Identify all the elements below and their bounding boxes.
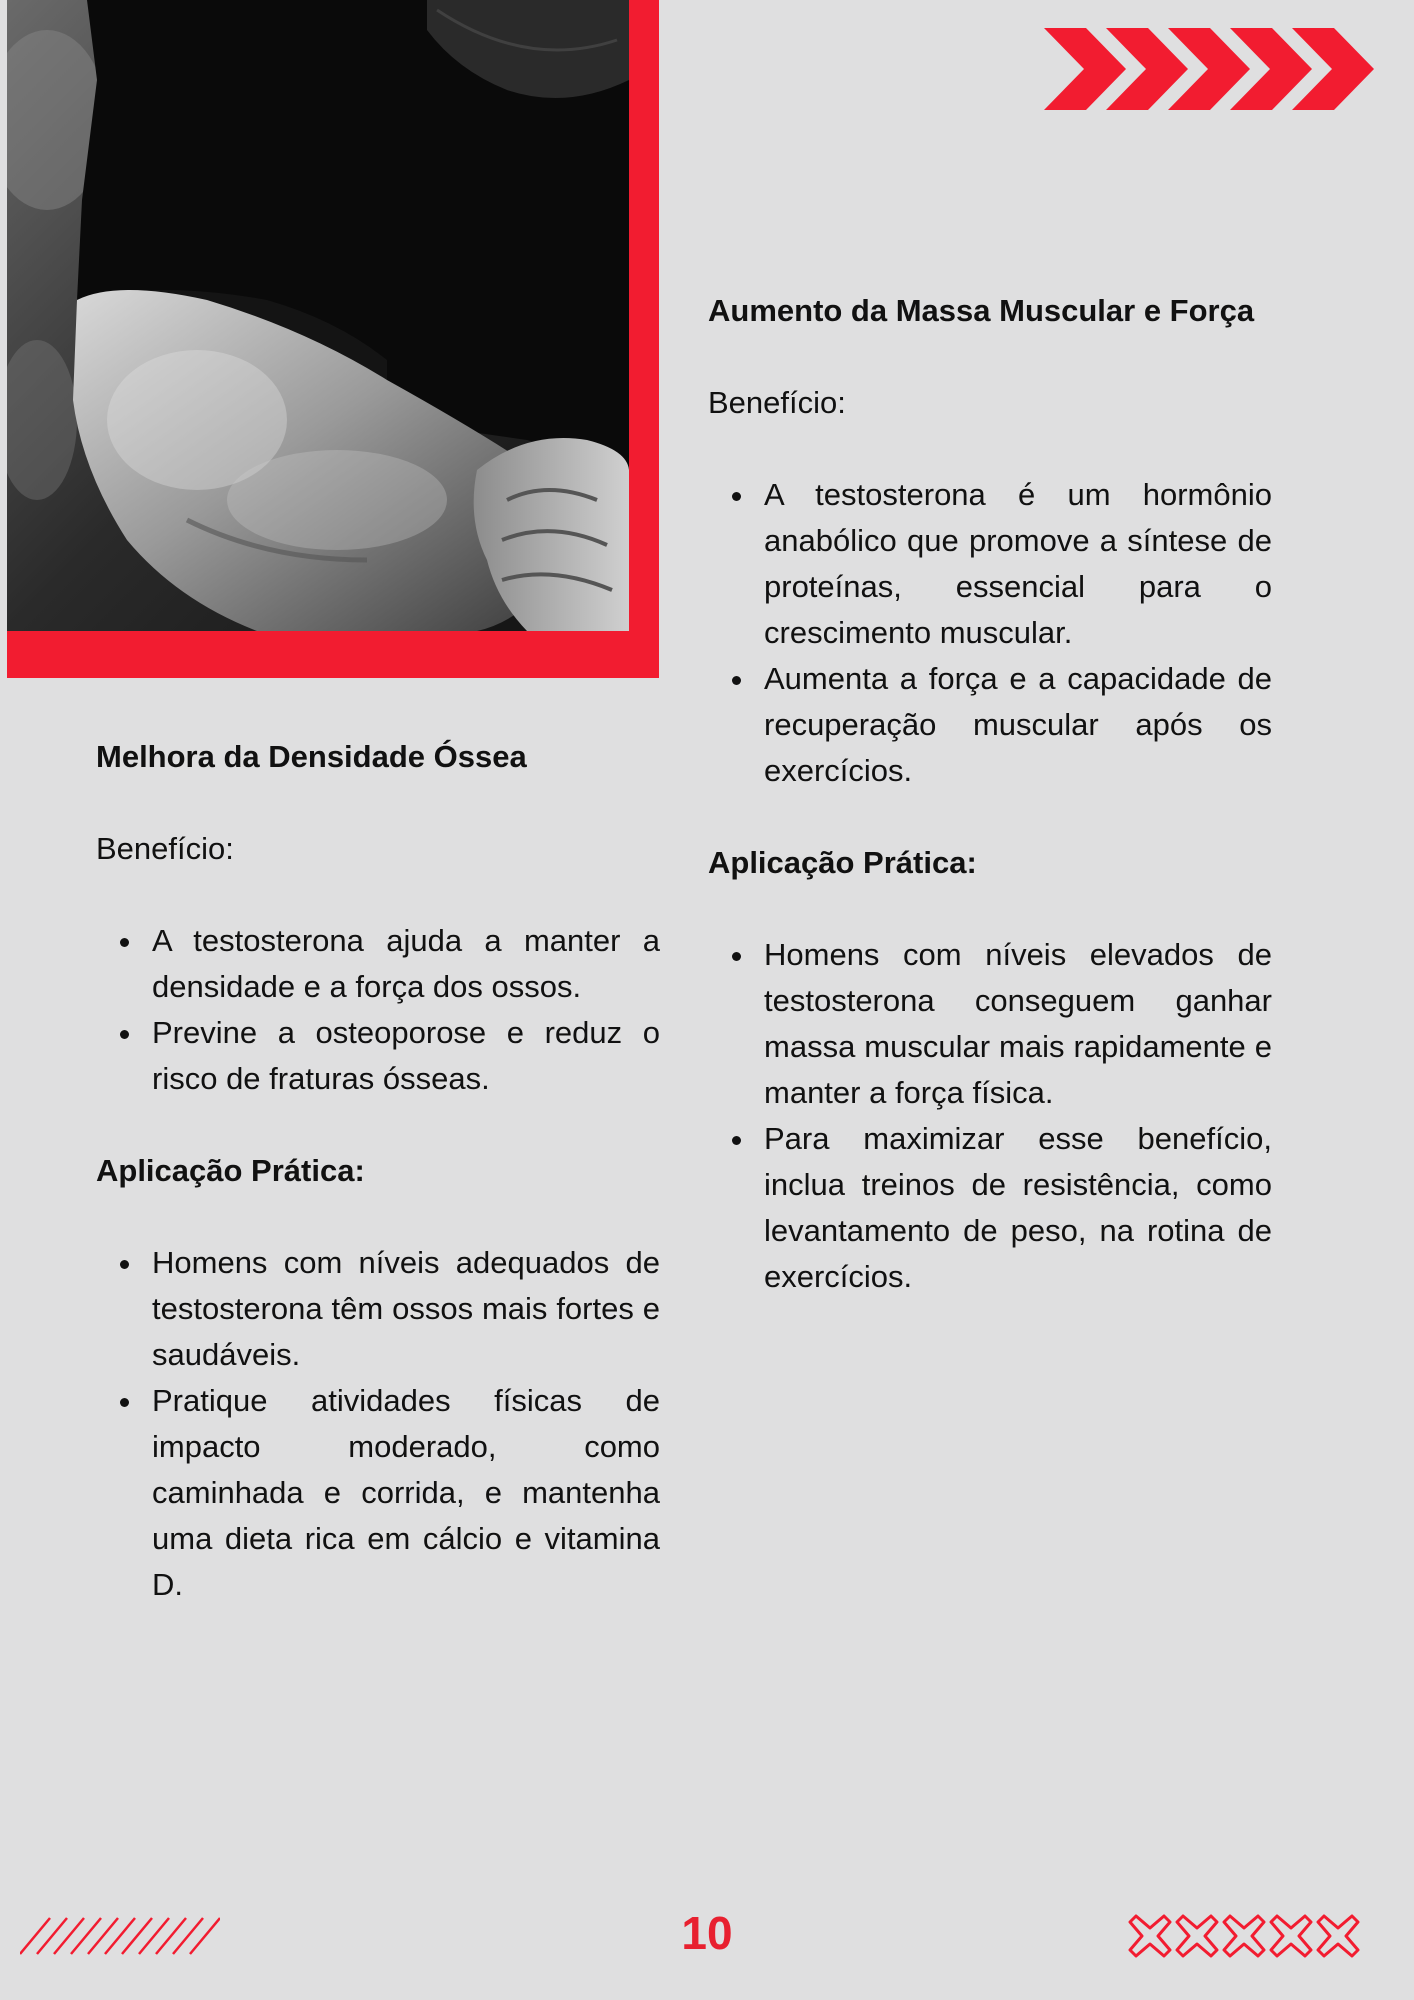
- application-list: [96, 1240, 660, 1608]
- benefit-label: Benefício:: [96, 831, 234, 866]
- list-item: Para maximizar esse benefício, inclua treinos de resistência, como levantamento de peso, na rotina de exercícios.: [764, 1116, 1272, 1300]
- list-item: Aumenta a força e a capacidade de recuperação muscular após os exercícios.: [764, 656, 1272, 794]
- application-label: Aplicação Prática:: [96, 1153, 365, 1188]
- list-item: Previne a osteoporose e reduz o risco de fraturas ósseas.: [152, 1010, 660, 1102]
- application-label: Aplicação Prática:: [708, 845, 977, 880]
- application-list: [708, 932, 1272, 1300]
- list-item: Homens com níveis adequados de testosterona têm ossos mais fortes e saudáveis.: [152, 1240, 660, 1378]
- photo-frame: [7, 0, 659, 678]
- benefit-label: Benefício:: [708, 385, 846, 420]
- page-number: 10: [681, 1907, 733, 1959]
- arm-flex-photo: [7, 0, 629, 631]
- list-item: Homens com níveis elevados de testosterona conseguem ganhar massa muscular mais rapidamente e manter a força física.: [764, 932, 1272, 1116]
- list-item: A testosterona é um hormônio anabólico que promove a síntese de proteínas, essencial para o crescimento muscular.: [764, 472, 1272, 656]
- muscle-mass-section: [708, 288, 1272, 1300]
- benefit-list: [96, 918, 660, 1102]
- section-title: Melhora da Densidade Óssea: [96, 739, 527, 774]
- bone-density-section: [96, 734, 660, 1608]
- benefit-list: [708, 472, 1272, 794]
- list-item: Pratique atividades físicas de impacto moderado, como caminhada e corrida, e mantenha uma dieta rica em cálcio e vitamina D.: [152, 1378, 660, 1608]
- chevron-decoration-icon: [1044, 28, 1376, 110]
- section-title: Aumento da Massa Muscular e Força: [708, 293, 1255, 328]
- cross-pattern-icon: [1128, 1914, 1362, 1958]
- list-item: A testosterona ajuda a manter a densidade e a força dos ossos.: [152, 918, 660, 1010]
